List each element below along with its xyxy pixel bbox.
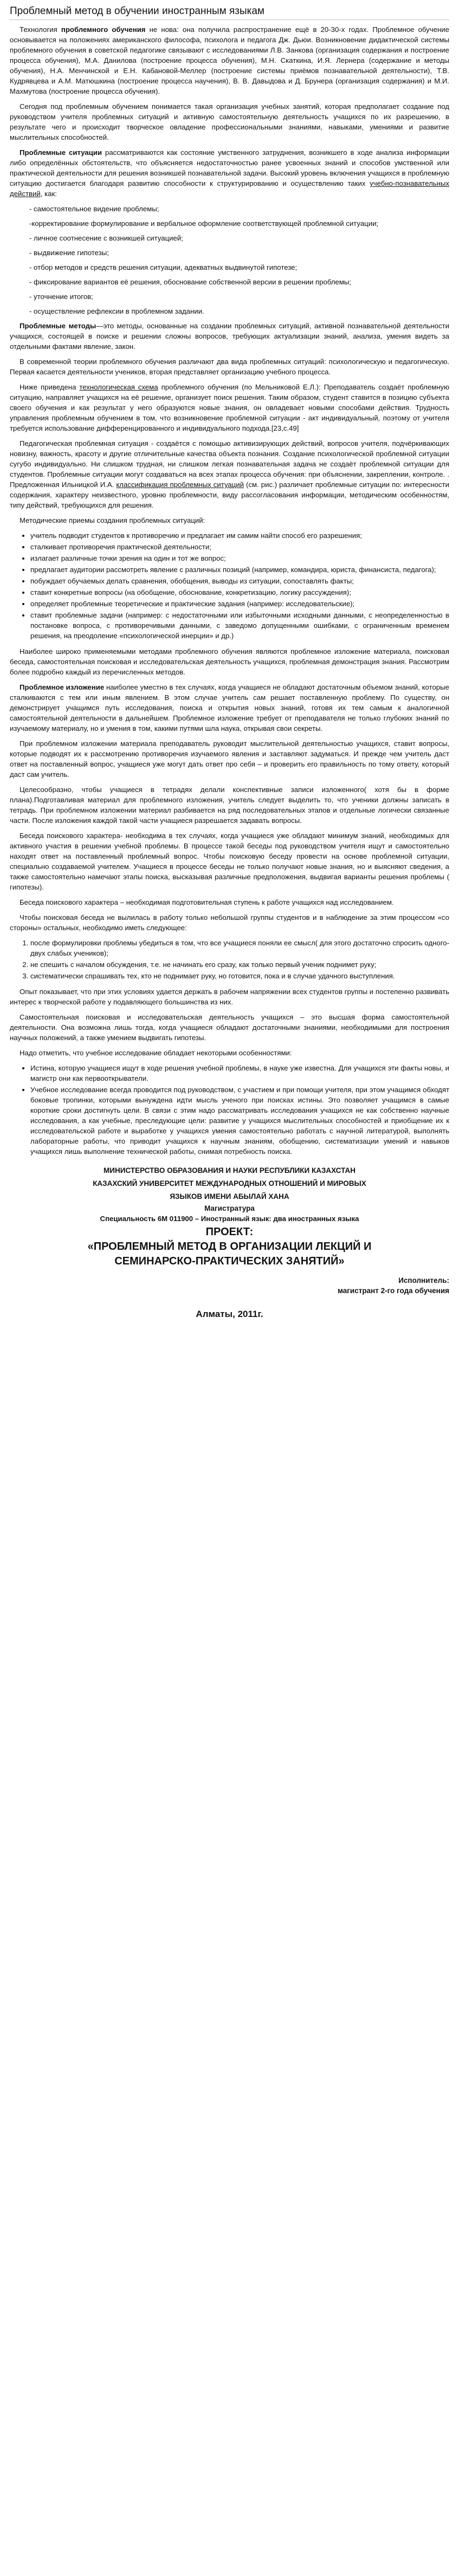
list-item: • предлагает аудитории рассмотреть явление с различных позиций (например, командира, юриста, финансиста, педагога); (30, 564, 449, 575)
text: проблемного обучения (по Мельниковой Е.Л.): Преподаватель создаёт проблемную ситуацию, направляет учащихся на её решение, организует поиск решения. Таким образом, студент ставится в позицию субъекта своего обучения и как результат у него образуются новые знания, он овладевает новыми способами действия. Трудность управления проблемным обучением в том, что возникновение проблемной ситуации - акт индивидуальный, поэтому от учителя требуется использование дифференцированного и индивидуального подхода.[23,с.49] (10, 383, 450, 432)
text: Ниже приведена (20, 383, 80, 391)
list-item: • Истина, которую учащиеся ищут в ходе решения учебной проблемы, в науке уже известна. Для учащихся эти факты новы, и магистр они как первооткрыватели. (30, 1063, 449, 1083)
bold-term: Проблемное изложение (20, 683, 105, 691)
paragraph-preparatory: Беседа поискового характера – необходимая подготовительная ступень к работе учащихся над исследованием. (20, 898, 394, 906)
paragraph-problem-methods (10, 321, 449, 352)
performer-value: магистрант 2-го года обучения (337, 1287, 449, 1295)
list-item: • ставит проблемные задачи (например: с недостаточными или избыточными исходными данными, с неопределенностью в постановке вопроса, с противоречивыми данными, с заведомо допущенными ошибками, с ограниченным временем решения, на преодоление «психологической инерции» и др.) (30, 610, 449, 641)
text: —это методы, основанные на создании проблемных ситуаций, активной познавательной деятельности учащихся, состоящей в поиске и решении сложны вопросов, требующих актуализации знаний, анализа, умения видеть за отдельными фактами явление, закон. (10, 322, 450, 351)
paragraph-intro (10, 24, 449, 96)
features-list (10, 1063, 449, 1157)
project-theme (10, 1240, 449, 1269)
dash-item: - личное соотнесение с возникшей ситуацией; (29, 234, 183, 242)
list-item: 2. не спешить с началом обсуждения, т.е. не начинать его сразу, как только первый ученик поднимет руку; (30, 959, 449, 970)
text: (см. рис.) различает проблемные ситуации по: интересности содержания, характеру неизвестного, уровню проблемности, виду рассогласования информации, методическим особенностям, типу действий, требующихся для решения. (10, 481, 449, 509)
list-item: 3. систематически спрашивать тех, кто не поднимает руку, но готовится, пока и в случае удачного выступления. (30, 971, 449, 981)
project-label: ПРОЕКТ: (205, 1226, 254, 1238)
dash-item: -корректирование формулирование и вербальное оформление соответствующей проблемной ситуации; (29, 219, 379, 228)
paragraph-definition: Сегодня под проблемным обучением понимается такая организация учебных занятий, которая предполагает создание под руководством учителя проблемных ситуаций и активную самостоятельную деятельность учащихся по их разрешению, в результате чего и происходит творческое овладение профессиональными знаниями, навыками, умениями и развитие мыслительных способностей. (10, 102, 449, 141)
project-theme-line2: СЕМИНАРСКО-ПРАКТИЧЕСКИХ ЗАНЯТИЙ» (114, 1255, 345, 1267)
techniques-list (10, 530, 449, 641)
paragraph-tech-scheme (10, 382, 449, 433)
conditions-list (10, 938, 449, 981)
dash-item: - осуществление рефлексии в проблемном задании. (29, 307, 204, 315)
paragraph-notes: Целесообразно, чтобы учащиеся в тетрадях делали конспективные записи изложенного( хотя бы в форме плана).Подготавливая материал для проблемного изложения, учитель следует выделить то, что ученики должны записать в тетрадь. При проблемном изложении материал разбивается на ряд последовательных этапов и отдельные логически связанные части. После изложения каждой такой части учащиеся разрешается задавать вопросы. (10, 786, 449, 825)
underlined-link[interactable]: классификация проблемных ситуаций (116, 481, 244, 489)
paragraph-pedagogical-situation (10, 438, 449, 510)
text: , как: (40, 190, 57, 198)
text: Технология (20, 25, 61, 34)
bold-term: Проблемные методы (20, 322, 96, 330)
text: Педагогическая проблемная ситуация - создаётся с помощью активизирующих действий, вопросов учителя, подчёркивающих новизну, важность, красоту и другие отличительные качества объекта познания. Создание психологической проблемной ситуации сугубо индивидуально. Ни слишком трудная, ни слишком легкая познавательная задача не создаёт проблемной ситуации для студентов. Проблемные ситуации могут создаваться на всех этапах процесса обучения: при объяснении, закреплении, контроле. . Предложенная Ильницкой И.А. (10, 439, 449, 489)
bold-term: Проблемные ситуации (20, 148, 102, 157)
dash-item: - уточнение итогов; (29, 293, 93, 301)
specialty-label: Специальность 6М 011900 – Иностранный язык: два иностранных языка (100, 1215, 359, 1223)
dash-item: - отбор методов и средств решения ситуации, адекватных выдвинутой гипотезе; (29, 263, 298, 271)
project-theme-line1: «ПРОБЛЕМНЫЙ МЕТОД В ОРГАНИЗАЦИИ ЛЕКЦИЙ И (87, 1241, 372, 1253)
page-title: Проблемный метод в обучении иностранным языкам (10, 5, 449, 20)
list-item: • учитель подводит студентов к противоречию и предлагает им самим найти способ его разрешения; (30, 530, 449, 541)
text: наиболее уместно в тех случаях, когда учащиеся не обладают достаточным объемом знаний, которые сталкиваются с тем или иным явлением. В этом случае учитель сам решает поставленную проблему. По существу, он демонстрирует учащимся путь исследования, поиска и открытия новых знаний, готовя их тем самым к аналогичной самостоятельной деятельности в дальнейшем. Проблемное изложение требует от преподавателя не только глубоких знаний по изучаемому материалу, но и умения в том, какими путями шла наука, открывая свои секреты. (10, 683, 449, 732)
university-name-line1: КАЗАХСКИЙ УНИВЕРСИТЕТ МЕЖДУНАРОДНЫХ ОТНОШЕНИЙ И МИРОВЫХ (93, 1179, 366, 1188)
underlined-link[interactable]: технологическая схема (79, 383, 158, 391)
dash-list (10, 204, 449, 316)
list-item: • Учебное исследование всегда проводится под руководством, с участием и при помощи учителя, при этом учащимся обходят боковые тропинки, которыми вынуждена идти мысль ученого при поисках истины. Это позволяет учащимся в самые короткие сроки достигнуть цели. В связи с этим надо рассматривать исследования учащихся не как собственно научные исследования, а как учебные, преследующие цели: развитие у учащихся мыслительных способностей и приобщение их к исследовательской работе и выработке у учащихся умения самостоятельно работать с научной литературой, выполнять лабораторные работы, что приводит учащихся к научным знаниям, обобщению, систематизации умений и навыков учащихся лишь выполнение технической работы, снимая потребность поиска. (30, 1085, 449, 1157)
paragraph-conditions: Чтобы поисковая беседа не вылилась в работу только небольшой группы студентов и в наблюдение за этим процессом «со стороны» остальных, необходимо иметь следующее: (10, 913, 449, 932)
bold-term: проблемного обучения (61, 25, 146, 34)
dash-item: - фиксирование вариантов её решения, обоснование собственной версии в решении проблемы; (29, 278, 352, 286)
dash-item: - самостоятельное видение проблемы; (29, 205, 159, 213)
ministry-name: МИНИСТЕРСТВО ОБРАЗОВАНИЯ И НАУКИ РЕСПУБЛИКИ КАЗАХСТАН (104, 1166, 355, 1175)
paragraph-problem-situations (10, 147, 449, 199)
title-page (10, 1165, 449, 1320)
paragraph-teacher-guidance: При проблемном изложении материала преподаватель руководит мыслительной деятельностью учащихся, ставит вопросы, которые подводят их к рассмотрению противоречия изучаемого явления и заставляют задуматься. И прежде чем учитель даст ответ на поставленный вопрос, учащиеся уже могут дать ответ про себя – и проверить его правильность по тому ответу, который даст сам учитель. (10, 739, 449, 778)
paragraph-search-conversation: Беседа поискового характера- необходима в тех случаях, когда учащиеся уже обладают минимум знаний, необходимых для активного участия в решении учебной проблемы. В процессе такой беседы под руководством учителя ищут и самостоятельно находят ответ на поставленный проблемный вопрос. Чтобы поисковую беседу провести на основе проблемной ситуации, специально создаваемой учителем. Учащиеся в процессе беседы не только получают новые знания, но и выясняют сведения, а также самостоятельно намечают этапы поиска, высказывая различные предположения, выдвигая варианты решения проблемы ( гипотезы). (10, 832, 449, 891)
list-item: • излагает различные точки зрения на один и тот же вопрос; (30, 553, 449, 563)
paragraph-methods-overview: Наиболее широко применяемыми методами проблемного обучения являются проблемное изложение материала, поисковая беседа, самостоятельная поисковая и исследовательская деятельность учащихся, проблемная демонстрация знания. Рассмотрим более подробно каждый из перечисленных методов. (10, 647, 449, 676)
list-item: • ставит конкретные вопросы (на обобщение, обоснование, конкретизацию, логику рассуждения); (30, 587, 449, 598)
paragraph-experience: Опыт показывает, что при этих условиях удается держать в рабочем напряжении всех студентов группы и постепенно развивать интерес к творческой работе у подавляющего большинства из них. (10, 988, 449, 1006)
paragraph-problem-presentation (10, 682, 449, 734)
list-item: • определяет проблемные теоретические и практические задания (например: исследовательские); (30, 599, 449, 609)
paragraph-techniques-heading: Методические приемы создания проблемных ситуаций: (20, 516, 205, 524)
text: не нова: она получила распространение ещё в 20-30-х годах. Проблемное обучение основывается на положениях американского философа, психолога и педагога Дж. Дьюи. Возникновение дидактической системы проблемного обучения в советской педагогике связывают с исследованиями Л.В. Занкова (организация содержания и построение процесса обучения), М.А. Данилова (построение процесса обучения), М.Н. Скаткина, И.Я. Лернера (содержание и методы обучения), Н.А. Менчинской и Е.Н. Кабановой-Меллер (построение системы приёмов познавательной деятельности), Т.В. Кудрявцева и А.М. Матюшкина (построение процесса научения), В. В. Давыдова и Д. Брунера (организация содержания) и М.И. Махмутова (построение процесса обучения). (10, 25, 449, 95)
paragraph-features-heading: Надо отметить, что учебное исследование обладает некоторыми особенностями: (20, 1049, 292, 1057)
performer-label: Исполнитель: (398, 1276, 449, 1284)
magistracy-label: Магистратура (204, 1204, 255, 1212)
list-item: • побуждает обучаемых делать сравнения, обобщения, выводы из ситуации, сопоставлять факты; (30, 576, 449, 586)
paragraph-independent-research: Самостоятельная поисковая и исследовательская деятельность учащихся – это высшая форма самостоятельной деятельности. Она возможна лишь тогда, когда учащиеся обладают достаточными знаниями, необходимыми для построения научных положений, а также умением выдвигать гипотезы. (10, 1013, 449, 1042)
text: рассматриваются как состояние умственного затруднения, возникшего в ходе анализа информации либо определённых обстоятельств, что объясняется недостаточностью ранее усвоенных знаний и способов умственной или практической деятельности для решения возникшей познавательной задачи. Высокий уровень включения учащихся в проблемную ситуацию достигается благодаря развитию способности к структурированию и осуществлению таких (10, 148, 449, 187)
paragraph-two-types: В современной теории проблемного обучения различают два вида проблемных ситуаций: психологическую и педагогическую. Первая касается деятельности учеников, вторая представляет организацию учебного процесса. (10, 358, 449, 376)
dash-item: - выдвижение гипотезы; (29, 249, 109, 257)
list-item: 1. после формулировки проблемы убедиться в том, что все учащиеся поняли ее смысл( для этого достаточно спросить одного-двух слабых учеников); (30, 938, 449, 958)
city-year: Алматы, 2011г. (196, 1309, 263, 1319)
list-item: • сталкивает противоречия практической деятельности; (30, 542, 449, 552)
underlined-link[interactable]: учебно-познавательных действий (10, 179, 449, 198)
university-name-line2: ЯЗЫКОВ ИМЕНИ АБЫЛАЙ ХАНА (170, 1192, 289, 1201)
